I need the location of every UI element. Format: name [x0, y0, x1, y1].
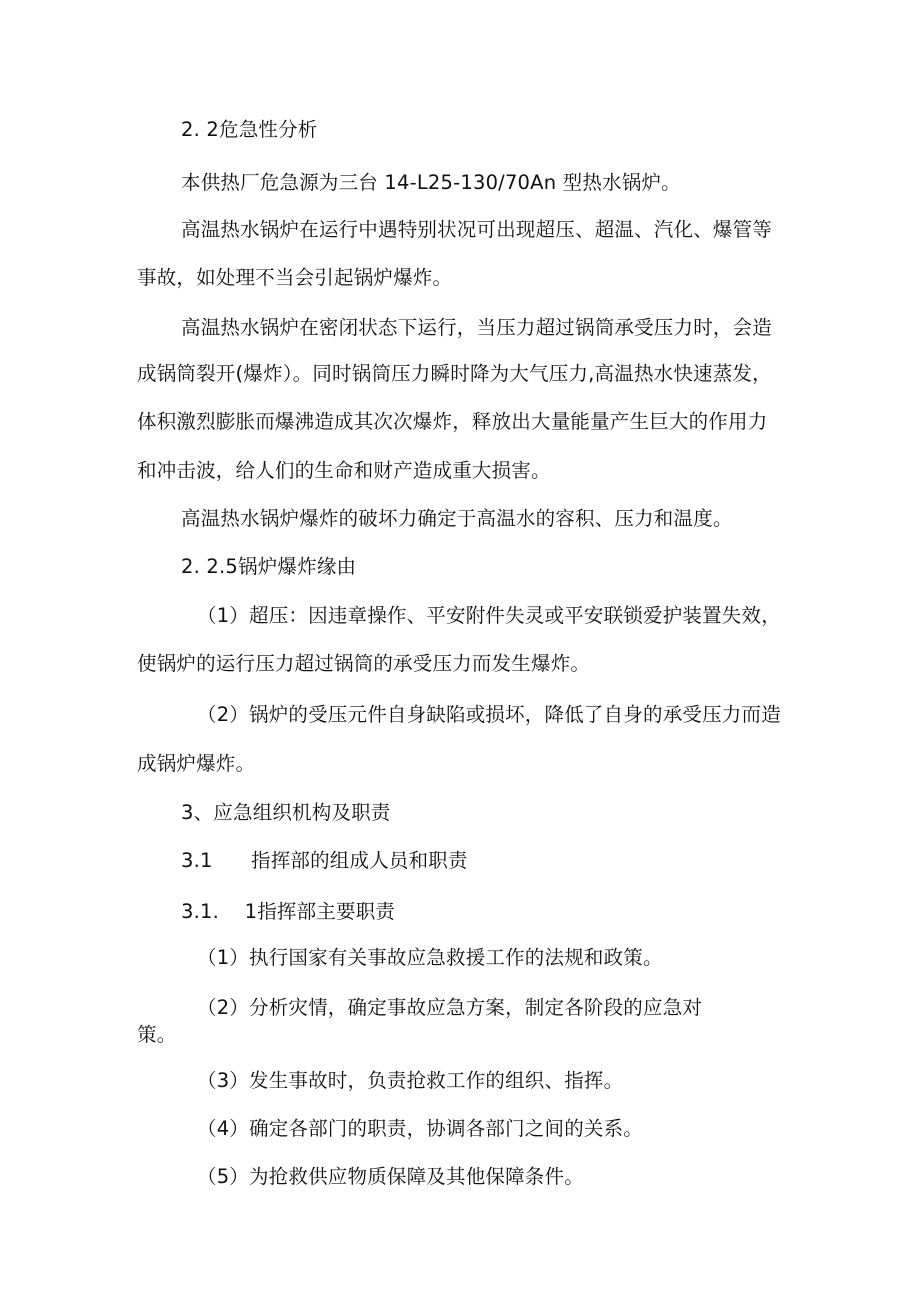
list-item-line: （3）发生事故时，负责抢救工作的组织、指挥。: [197, 1069, 624, 1092]
section-heading-2-2-5: 2. 2.5锅炉爆炸缘由: [181, 555, 357, 578]
list-item-line: 成锅炉爆炸。: [137, 752, 256, 775]
paragraph-line: 高温热水锅炉在运行中遇特别状况可出现超压、超温、汽化、爆管等: [181, 218, 773, 241]
section-heading-3-1-1: 3.1. 1指挥部主要职责: [181, 900, 396, 923]
section-heading-2-2: 2. 2危急性分析: [181, 118, 318, 141]
paragraph-line: 成锅筒裂开(爆炸）。同时锅筒压力瞬时降为大气压力,高温热水快速蒸发，: [137, 362, 772, 385]
paragraph-line: 和冲击波，给人们的生命和财产造成重大损害。: [137, 459, 551, 482]
paragraph-line: 高温热水锅炉在密闭状态下运行，当压力超过锅筒承受压力时，会造: [181, 316, 773, 339]
paragraph-line: 体积激烈膨胀而爆沸造成其次次爆炸，释放出大量能量产生巨大的作用力: [137, 410, 768, 433]
section-heading-3-1: 3.1 指挥部的组成人员和职责: [181, 849, 468, 872]
list-item-line: （5）为抢救供应物质保障及其他保障条件。: [197, 1165, 584, 1188]
paragraph-line: 事故，如处理不当会引起锅炉爆炸。: [137, 266, 453, 289]
list-item-line: 策。: [137, 1023, 177, 1046]
list-item-line: 使锅炉的运行压力超过锅筒的承受压力而发生爆炸。: [137, 652, 591, 675]
list-item-line: （2）分析灾情，确定事故应急方案，制定各阶段的应急对: [197, 996, 703, 1019]
paragraph-line: 本供热厂危急源为三台 14-L25-130/70An 型热水锅炉。: [181, 171, 681, 194]
list-item-line: （1）执行国家有关事故应急救援工作的法规和政策。: [197, 946, 663, 969]
list-item-line: （2）锅炉的受压元件自身缺陷或损坏，降低了自身的承受压力而造: [197, 703, 781, 726]
paragraph-line: 高温热水锅炉爆炸的破坏力确定于高温水的容积、压力和温度。: [181, 507, 733, 530]
section-heading-3: 3、应急组织机构及职责: [181, 801, 391, 824]
list-item-line: （1）超压：因违章操作、平安附件失灵或平安联锁爱护装置失效，: [197, 604, 781, 627]
list-item-line: （4）确定各部门的职责，协调各部门之间的关系。: [197, 1117, 644, 1140]
